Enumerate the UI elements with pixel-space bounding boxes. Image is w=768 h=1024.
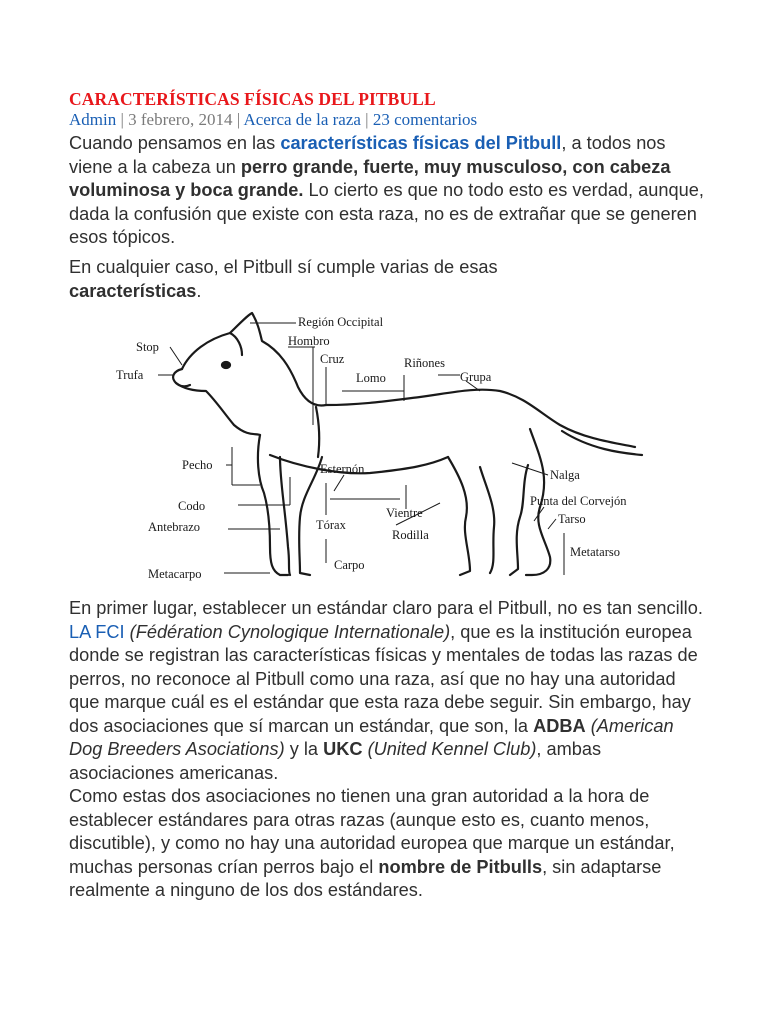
characteristics-link[interactable]: características físicas del Pitbull — [280, 133, 562, 153]
label-trufa: Trufa — [116, 368, 144, 382]
adba-bold: ADBA — [533, 715, 586, 736]
fci-link[interactable]: LA FCI — [69, 621, 125, 642]
second-bold-text: características — [69, 280, 197, 301]
pitbull-name-bold: nombre de Pitbulls — [378, 856, 543, 877]
category-link[interactable]: Acerca de la raza — [243, 110, 361, 129]
label-metacarpo: Metacarpo — [148, 567, 202, 581]
adba-fullname: (American Dog Breeders Asociations) — [69, 715, 674, 759]
label-pecho: Pecho — [182, 458, 213, 472]
post-date: 3 febrero, 2014 — [128, 110, 233, 129]
article-title: CARACTERÍSTICAS FÍSICAS DEL PITBULL — [69, 89, 436, 109]
author-link[interactable]: Admin — [69, 110, 117, 129]
second-text-2: . — [196, 280, 202, 301]
label-antebrazo: Antebrazo — [148, 520, 201, 534]
meta-separator: | — [232, 110, 244, 129]
label-torax: Tórax — [316, 518, 346, 532]
label-stop: Stop — [136, 340, 159, 354]
fci-fullname: (Fédération Cynologique Internationale) — [129, 621, 451, 642]
third-text-8: Como estas dos asociaciones no tienen una gran autoridad a la hora de establecer estándares para otras razas (aunque esto es, cuanto menos, discutible), y como no hay una autoridad europea que marque un estándar, muchas personas crían perros bajo el — [69, 786, 675, 877]
label-codo: Codo — [178, 499, 206, 513]
label-tarso: Tarso — [558, 512, 586, 526]
meta-separator: | — [360, 110, 373, 129]
label-punta-corvejon: Punta del Corvejón — [530, 494, 627, 508]
ukc-bold: UKC — [323, 739, 363, 759]
label-esternon: Esternón — [320, 462, 365, 476]
post-meta — [69, 110, 477, 130]
label-carpo: Carpo — [334, 558, 365, 572]
intro-text-2: , a todos nos viene a la cabeza un — [69, 133, 666, 177]
intro-text-3: Lo cierto es que no todo esto es verdad, aunque, dada la confusión que existe con esta raza, no es de extrañar que se generen esos tópicos. — [69, 180, 704, 247]
label-metatarso: Metatarso — [570, 545, 620, 559]
third-text-1: En primer lugar, establecer un estándar claro para el Pitbull, no es tan sencillo. — [69, 598, 703, 618]
third-paragraph — [69, 597, 709, 903]
pitbull-anatomy-diagram — [116, 307, 650, 592]
label-lomo: Lomo — [356, 371, 386, 385]
label-nalga: Nalga — [550, 468, 580, 482]
intro-paragraph — [69, 132, 709, 250]
label-cruz: Cruz — [320, 352, 345, 366]
label-rinones: Riñones — [404, 356, 445, 370]
label-grupa: Grupa — [460, 370, 492, 384]
third-text-9: , sin adaptarse realmente a ninguno de los dos estándares. — [69, 856, 662, 900]
label-rodilla: Rodilla — [392, 528, 429, 542]
label-hombro: Hombro — [288, 334, 330, 348]
second-paragraph — [69, 256, 509, 303]
third-text-7: , ambas asociaciones americanas. — [69, 739, 602, 783]
meta-separator: | — [116, 110, 129, 129]
comments-link[interactable]: 23 comentarios — [372, 110, 478, 129]
second-text-1: En cualquier caso, el Pitbull sí cumple varias de esas — [69, 257, 498, 277]
third-text-5: y la — [284, 739, 324, 759]
ukc-fullname: (United Kennel Club) — [367, 739, 537, 759]
third-text-3: , que es la institución europea donde se registran las características físicas y mentales de todas las razas de perros, no reconoce al Pitbull como una raza, así que no hay una autoridad que marque cuál es el estándar que esta raza debe seguir. Sin embargo, hay dos asociaciones que sí marcan un estándar, que son, la — [69, 621, 698, 736]
label-vientre: Vientre — [386, 506, 423, 520]
label-occipital: Región Occipital — [298, 315, 384, 329]
intro-text-1: Cuando pensamos en las — [69, 133, 281, 153]
intro-bold-text: perro grande, fuerte, muy musculoso, con cabeza voluminosa y boca grande. — [69, 156, 671, 200]
label-leaders — [158, 323, 564, 575]
